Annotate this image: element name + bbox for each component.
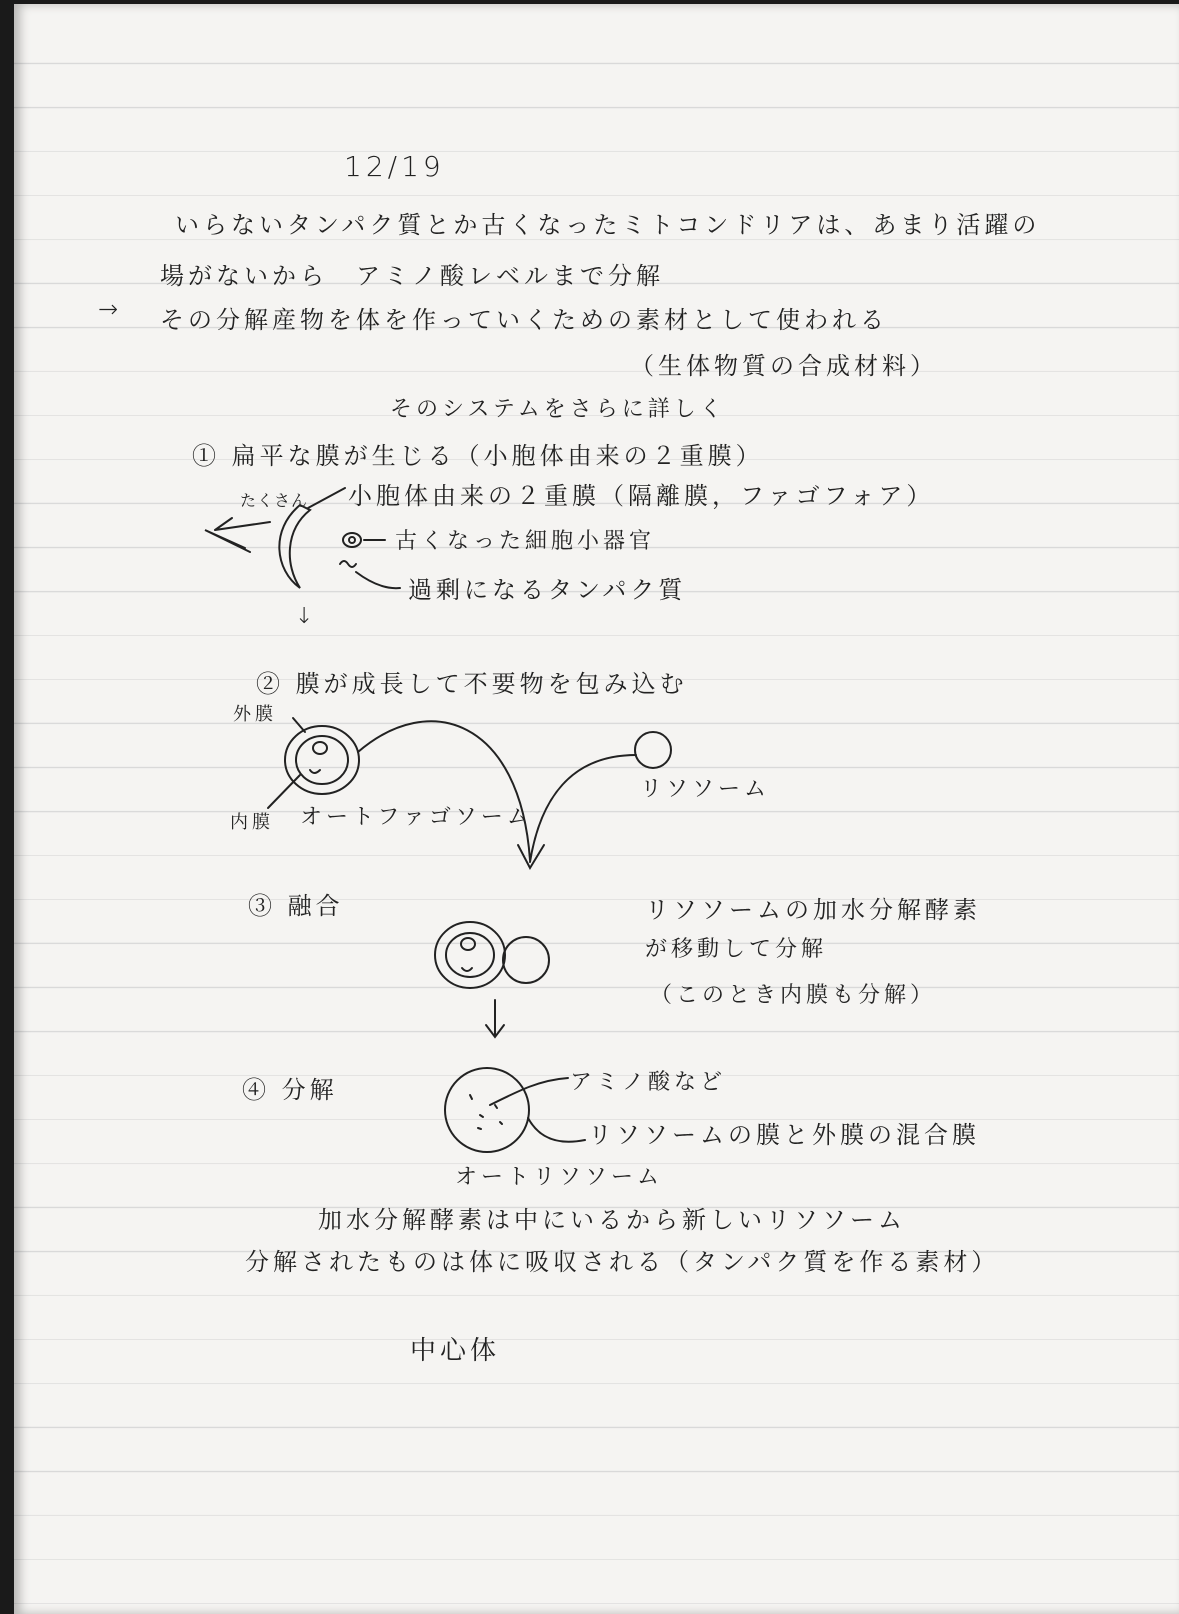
pointer-line (293, 718, 305, 732)
label-inner-membrane: 内膜 (230, 812, 274, 833)
organelle-shape (343, 533, 361, 547)
label-excess-protein: 過剰になるタンパク質 (408, 576, 687, 604)
step-3-desc-3: （このとき内膜も分解） (650, 983, 937, 1008)
step-3-desc-1: リソソームの加水分解酵素 (645, 896, 981, 924)
step-4-heading: ④ 分解 (242, 1076, 338, 1104)
step-1-heading: ① 扁平な膜が生じる（小胞体由来の２重膜） (192, 442, 764, 470)
note-line-4: （生体物質の合成材料） (630, 352, 938, 380)
note-line-2: 場がないから アミノ酸レベルまで分解 (160, 262, 664, 290)
note-line-3: その分解産物を体を作っていくための素材として使われる (160, 306, 888, 334)
label-mixed-membrane: リソソームの膜と外膜の混合膜 (588, 1121, 980, 1149)
protein-shape (462, 968, 472, 971)
label-many: たくさん (240, 491, 309, 510)
date: 12/19 (344, 150, 445, 183)
pointer-line (308, 488, 345, 508)
organelle-shape (313, 742, 327, 754)
step-2-heading: ② 膜が成長して不要物を包み込む (256, 670, 688, 698)
summary-line-1: 加水分解酵素は中にいるから新しいリソソーム (318, 1206, 906, 1234)
isolation-membrane-shape (279, 505, 310, 588)
pointer-line (268, 775, 300, 808)
pointer-line (528, 1118, 585, 1142)
step-3-heading: ③ 融合 (248, 892, 344, 920)
arrow-icon: → (98, 295, 123, 323)
summary-line-2: 分解されたものは体に吸収される（タンパク質を作る素材） (245, 1248, 1000, 1276)
note-line-1: いらないタンパク質とか古くなったミトコンドリアは、あまり活躍の (175, 211, 1041, 239)
label-lysosome: リソソーム (640, 777, 771, 802)
amino-acid-dots (470, 1095, 502, 1129)
protein-shape (310, 770, 320, 773)
organelle-shape (461, 938, 475, 950)
curve-line (358, 721, 530, 860)
lysosome-shape (635, 732, 671, 768)
label-autolysosome: オートリソソーム (455, 1165, 664, 1190)
autolysosome-shape (445, 1068, 529, 1152)
pointer-line (356, 572, 400, 588)
label-outer-membrane: 外膜 (233, 704, 277, 725)
step-3-desc-2: が移動して分解 (645, 937, 828, 962)
label-isolation-membrane: 小胞体由来の２重膜（隔離膜，ファゴフォア） (348, 482, 935, 510)
many-arrow-icon (205, 518, 270, 552)
organelle-core (349, 537, 355, 543)
down-arrow-icon: ↓ (295, 604, 318, 629)
protein-shape (340, 561, 356, 567)
note-line-5: そのシステムをさらに詳しく (390, 397, 726, 422)
fusion-lysosome-shape (503, 937, 549, 983)
label-amino-acids: アミノ酸など (570, 1070, 727, 1095)
label-old-organelle: 古くなった細胞小器官 (395, 529, 656, 554)
label-autophagosome: オートファゴソーム (300, 805, 533, 830)
curve-line (530, 755, 636, 862)
footer-note: 中心体 (410, 1336, 501, 1366)
